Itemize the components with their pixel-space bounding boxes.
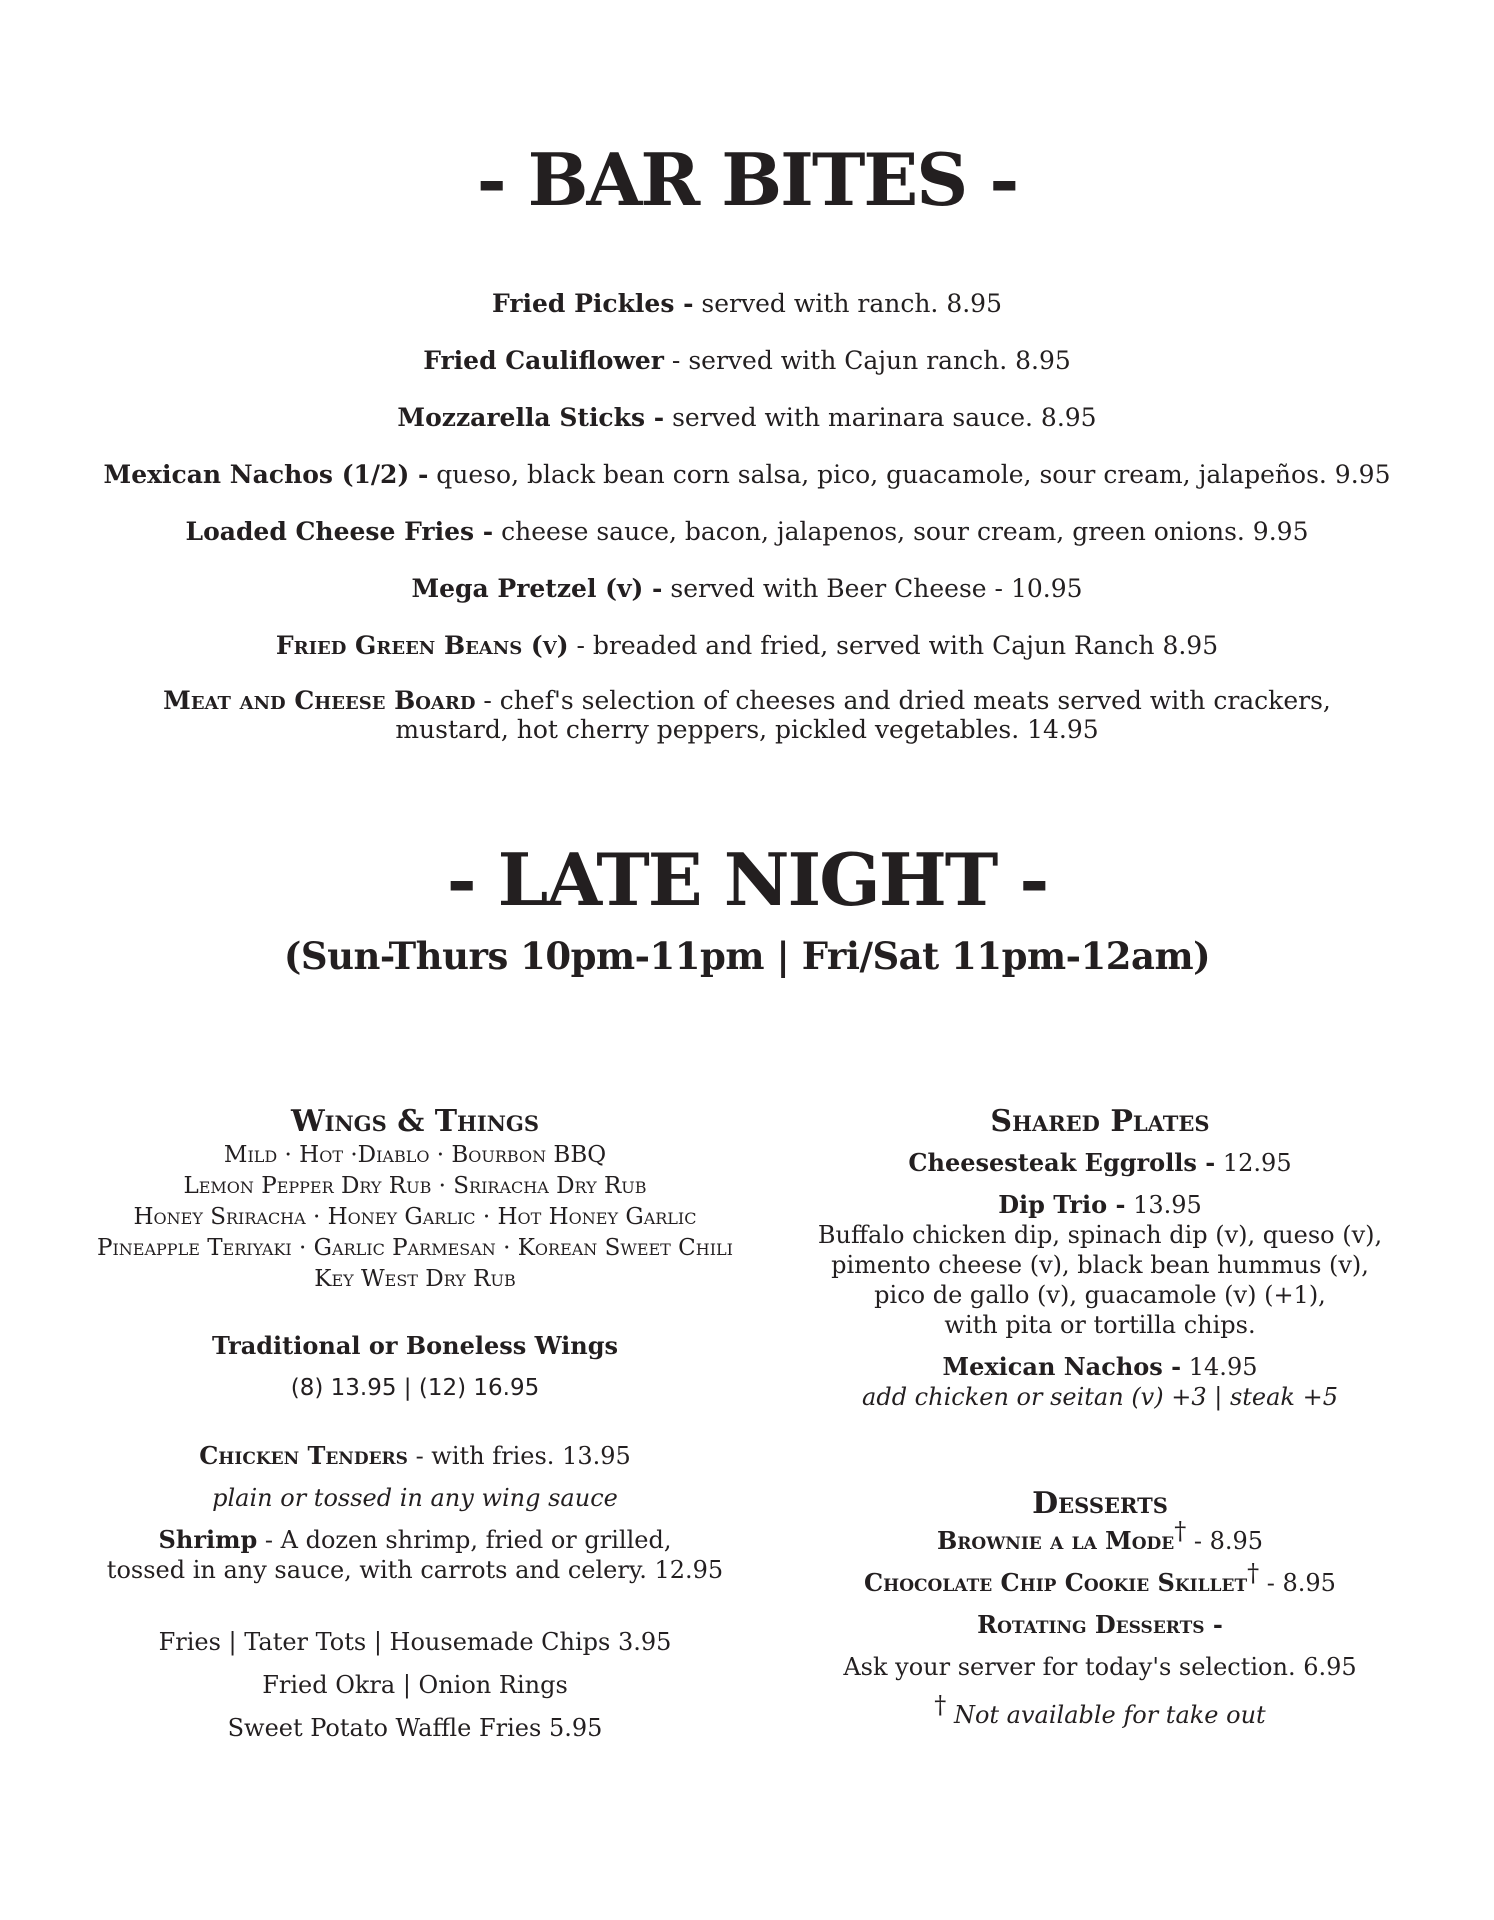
item-desc: cheese sauce, bacon, jalapenos, sour cream, green onions. 9.95 xyxy=(493,517,1309,546)
item-name: Mozzarella Sticks - xyxy=(397,403,665,432)
shared-plates-heading: Shared Plates xyxy=(990,1104,1210,1139)
rotating-desserts-name: Rotating Desserts - xyxy=(977,1610,1223,1639)
item-name: Fried Green Beans (v) xyxy=(275,631,569,660)
menu-item-fried-cauliflower xyxy=(60,346,1434,376)
sides-list xyxy=(80,1627,750,1743)
bar-bites-list xyxy=(60,289,1434,771)
dip-line: Buffalo chicken dip, spinach dip (v), queso (v), xyxy=(817,1221,1383,1249)
wings-name: Traditional or Boneless Wings xyxy=(211,1331,619,1360)
item-price: 13.95 xyxy=(1125,1191,1202,1219)
footnote-text: Not available for take out xyxy=(953,1701,1266,1729)
dip-line: with pita or tortilla chips. xyxy=(944,1311,1256,1339)
item-name: Fried Pickles - xyxy=(492,289,694,318)
late-night-hours: (Sun-Thurs 10pm-11pm | Fri/Sat 11pm-12am) xyxy=(283,934,1211,978)
sauce-list xyxy=(80,1140,750,1295)
dip-description xyxy=(780,1220,1420,1340)
nachos-note: add chicken or seitan (v) +3 | steak +5 xyxy=(862,1383,1338,1411)
item-price: - 8.95 xyxy=(1259,1569,1336,1597)
item-desc: - breaded and fried, served with Cajun Ranch 8.95 xyxy=(568,631,1219,660)
sauce-line: Mild · Hot ·Diablo · Bourbon BBQ xyxy=(223,1142,607,1168)
item-desc-continued: mustard, hot cherry peppers, pickled vegetables. 14.95 xyxy=(395,715,1099,744)
menu-item-shrimp xyxy=(80,1525,750,1585)
item-desc: queso, black bean corn salsa, pico, guacamole, sour cream, jalapeños. 9.95 xyxy=(428,460,1391,489)
side-line: Fries | Tater Tots | Housemade Chips 3.95 xyxy=(158,1628,672,1656)
sauce-line: Pineapple Teriyaki · Garlic Parmesan · Korean Sweet Chili xyxy=(97,1235,733,1261)
item-name: Dip Trio - xyxy=(998,1190,1126,1219)
late-night-title: - LATE NIGHT - xyxy=(446,837,1048,922)
item-name: Mega Pretzel (v) - xyxy=(411,574,663,603)
menu-item-cookie-skillet xyxy=(780,1559,1420,1598)
item-desc: served with Beer Cheese - 10.95 xyxy=(662,574,1083,603)
item-desc: - A dozen shrimp, fried or grilled, xyxy=(257,1526,672,1554)
menu-item-brownie xyxy=(780,1517,1420,1556)
dagger-mark: † xyxy=(934,1691,947,1719)
menu-item-mozzarella-sticks xyxy=(60,403,1434,433)
shared-plates-column xyxy=(780,1104,1420,1730)
menu-item-mexican-nachos xyxy=(780,1352,1420,1382)
rotating-desserts-desc: Ask your server for today's selection. 6.95 xyxy=(843,1653,1357,1681)
item-name: Mexican Nachos (1/2) - xyxy=(103,460,429,489)
wings-column xyxy=(80,1104,750,1743)
item-name: Shrimp xyxy=(158,1525,258,1554)
item-name: Loaded Cheese Fries - xyxy=(185,517,494,546)
sauce-line: Honey Sriracha · Honey Garlic · Hot Honey Garlic xyxy=(133,1204,697,1230)
item-desc: - chef's selection of cheeses and dried meats served with crackers, xyxy=(475,686,1331,715)
menu-item-fried-pickles xyxy=(60,289,1434,319)
sauce-line: Lemon Pepper Dry Rub · Sriracha Dry Rub xyxy=(183,1173,647,1199)
item-name: Cheesesteak Eggrolls - xyxy=(908,1148,1216,1177)
item-name: Chocolate Chip Cookie Skillet xyxy=(864,1568,1248,1597)
menu-item-dip-trio xyxy=(780,1190,1420,1220)
bar-bites-title: - BAR BITES - xyxy=(476,137,1018,222)
item-name: Meat and Cheese Board xyxy=(163,686,476,715)
dip-line: pico de gallo (v), guacamole (v) (+1), xyxy=(874,1281,1326,1309)
wings-heading: Wings & Things xyxy=(290,1104,540,1139)
sauce-line: Key West Dry Rub xyxy=(314,1266,516,1292)
dagger-mark: † xyxy=(1174,1517,1187,1545)
side-line: Fried Okra | Onion Rings xyxy=(262,1671,568,1699)
menu-item-chicken-tenders xyxy=(80,1441,750,1471)
item-name: Fried Cauliflower xyxy=(423,346,664,375)
dagger-mark: † xyxy=(1247,1559,1260,1587)
item-desc: served with marinara sauce. 8.95 xyxy=(664,403,1097,432)
menu-item-fried-green-beans xyxy=(60,631,1434,661)
menu-item-cheesesteak-eggrolls xyxy=(780,1148,1420,1178)
item-desc-continued: tossed in any sauce, with carrots and celery. 12.95 xyxy=(106,1556,724,1584)
menu-item-meat-and-cheese-board xyxy=(60,686,1434,744)
item-name: Mexican Nachos - xyxy=(942,1352,1182,1381)
menu-item-mega-pretzel xyxy=(60,574,1434,604)
item-desc: served with ranch. 8.95 xyxy=(693,289,1002,318)
item-price: 14.95 xyxy=(1181,1353,1258,1381)
dip-line: pimento cheese (v), black bean hummus (v), xyxy=(831,1251,1369,1279)
takeout-footnote xyxy=(780,1691,1420,1730)
tenders-note: plain or tossed in any wing sauce xyxy=(212,1484,618,1512)
item-name: Chicken Tenders xyxy=(199,1441,408,1470)
menu-item-mexican-nachos-half xyxy=(60,460,1434,490)
item-price: - 8.95 xyxy=(1186,1527,1264,1555)
item-price: 12.95 xyxy=(1215,1149,1292,1177)
item-desc: - with fries. 13.95 xyxy=(407,1442,631,1470)
item-desc: - served with Cajun ranch. 8.95 xyxy=(663,346,1071,375)
desserts-heading: Desserts xyxy=(1032,1486,1168,1521)
side-line: Sweet Potato Waffle Fries 5.95 xyxy=(227,1714,603,1742)
wings-price: (8) 13.95 | (12) 16.95 xyxy=(290,1375,540,1401)
item-name: Brownie a la Mode xyxy=(936,1526,1175,1555)
menu-item-loaded-cheese-fries xyxy=(60,517,1434,547)
